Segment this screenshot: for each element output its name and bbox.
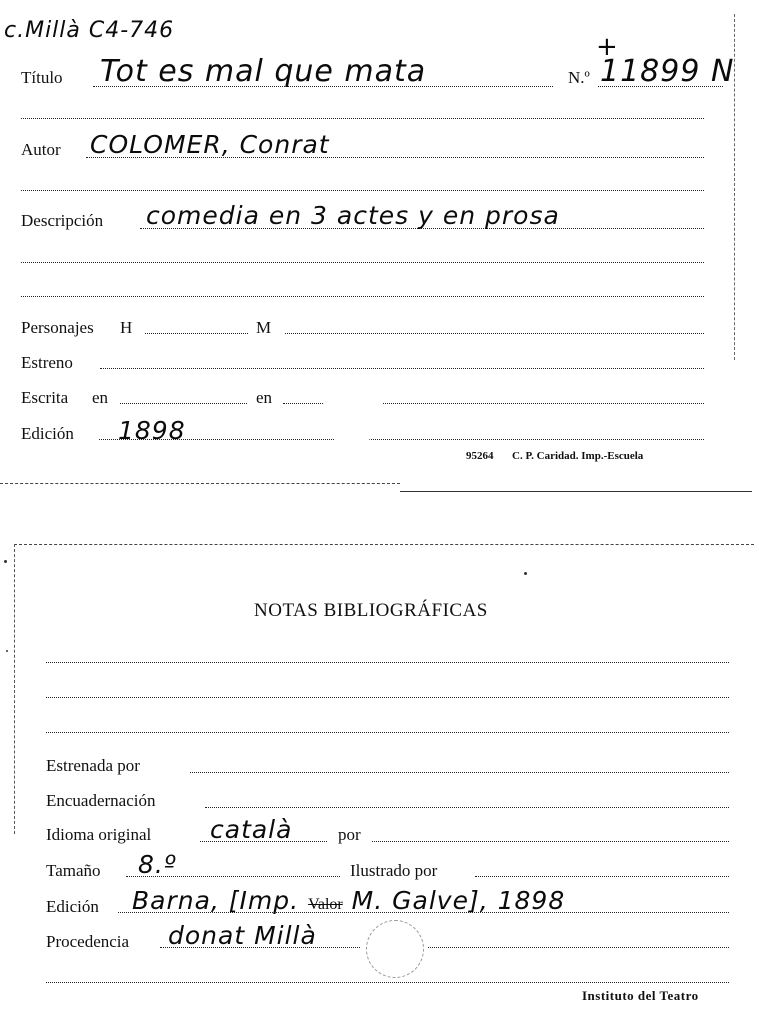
edicion2-value-b: M. Galve], 1898 bbox=[351, 886, 566, 915]
card-bottom bbox=[0, 530, 759, 1028]
notas-dots-2 bbox=[46, 697, 729, 698]
notas-heading: NOTAS BIBLIOGRÁFICAS bbox=[254, 600, 488, 621]
encuadernacion-label: Encuadernación bbox=[46, 791, 156, 810]
escrita-en2: en bbox=[256, 388, 273, 407]
tamano-value: 8.º bbox=[138, 850, 177, 879]
edicion-dots bbox=[99, 439, 704, 440]
edicion-label: Edición bbox=[21, 424, 74, 443]
catalog-note: c.Millà C4-746 bbox=[4, 18, 175, 43]
card-top bbox=[0, 0, 759, 495]
personajes-m: M bbox=[256, 318, 272, 337]
titulo-label: Título bbox=[21, 68, 63, 87]
speck-3 bbox=[524, 572, 527, 575]
numero-value: 11899 N bbox=[600, 54, 735, 89]
punch-hole bbox=[322, 385, 382, 445]
titulo-value: Tot es mal que mata bbox=[100, 54, 427, 89]
idioma-value: català bbox=[210, 815, 293, 844]
escrita-dots-2 bbox=[283, 403, 323, 404]
edicion2-struck: Valor bbox=[308, 896, 343, 913]
escrita-dots-3 bbox=[383, 403, 704, 404]
escrita-label: Escrita bbox=[21, 388, 69, 407]
card-top-bottom-edge bbox=[0, 483, 400, 484]
card-bottom-left-edge bbox=[14, 544, 15, 834]
punch-hole-2 bbox=[366, 920, 424, 978]
printer-code: 95264 bbox=[466, 450, 494, 462]
estreno-dots bbox=[100, 368, 704, 369]
card-top-bottom-edge-2 bbox=[400, 491, 752, 492]
personajes-m-dots bbox=[285, 333, 704, 334]
personajes-h: H bbox=[120, 318, 133, 337]
idioma-por: por bbox=[338, 825, 361, 844]
personajes-label: Personajes bbox=[21, 318, 94, 337]
numero-mark: + bbox=[596, 32, 619, 62]
personajes-h-dots bbox=[145, 333, 248, 334]
procedencia-label: Procedencia bbox=[46, 932, 130, 951]
procedencia-value: donat Millà bbox=[168, 921, 317, 950]
edicion-value: 1898 bbox=[118, 416, 186, 445]
notas-dots-1 bbox=[46, 662, 729, 663]
speck-1 bbox=[4, 560, 7, 563]
descripcion-dots-2 bbox=[21, 262, 704, 263]
printer-text: C. P. Caridad. Imp.-Escuela bbox=[512, 450, 644, 462]
notas-dots-3 bbox=[46, 732, 729, 733]
descripcion-value: comedia en 3 actes y en prosa bbox=[146, 201, 560, 230]
descripcion-label: Descripción bbox=[21, 211, 104, 230]
autor-label: Autor bbox=[21, 140, 61, 159]
edicion2-label: Edición bbox=[46, 897, 99, 916]
estrenada-dots bbox=[190, 772, 729, 773]
autor-continuation-dots bbox=[21, 190, 704, 191]
escrita-dots-1 bbox=[120, 403, 247, 404]
numero-label: N.º bbox=[568, 68, 590, 87]
encuadernacion-dots bbox=[205, 807, 729, 808]
titulo-continuation-dots bbox=[21, 118, 704, 119]
tamano-label: Tamaño bbox=[46, 861, 101, 880]
estreno-label: Estreno bbox=[21, 353, 73, 372]
footer-instituto: Instituto del Teatro bbox=[582, 988, 699, 1003]
ilustrado-label: Ilustrado por bbox=[350, 861, 438, 880]
edicion2-value-a: Barna, [Imp. bbox=[132, 886, 300, 915]
edicion2-value bbox=[132, 888, 565, 913]
escrita-en1: en bbox=[92, 388, 109, 407]
card-bottom-top-edge bbox=[14, 544, 754, 545]
autor-value: COLOMER, Conrat bbox=[90, 130, 330, 159]
idioma-label: Idioma original bbox=[46, 825, 152, 844]
ilustrado-dots bbox=[475, 876, 729, 877]
notas-dots-last bbox=[46, 982, 729, 983]
procedencia-dots-2 bbox=[428, 947, 729, 948]
speck-2 bbox=[6, 650, 8, 652]
idioma-por-dots bbox=[372, 841, 729, 842]
estrenada-label: Estrenada por bbox=[46, 756, 140, 775]
descripcion-dots-3 bbox=[21, 296, 704, 297]
